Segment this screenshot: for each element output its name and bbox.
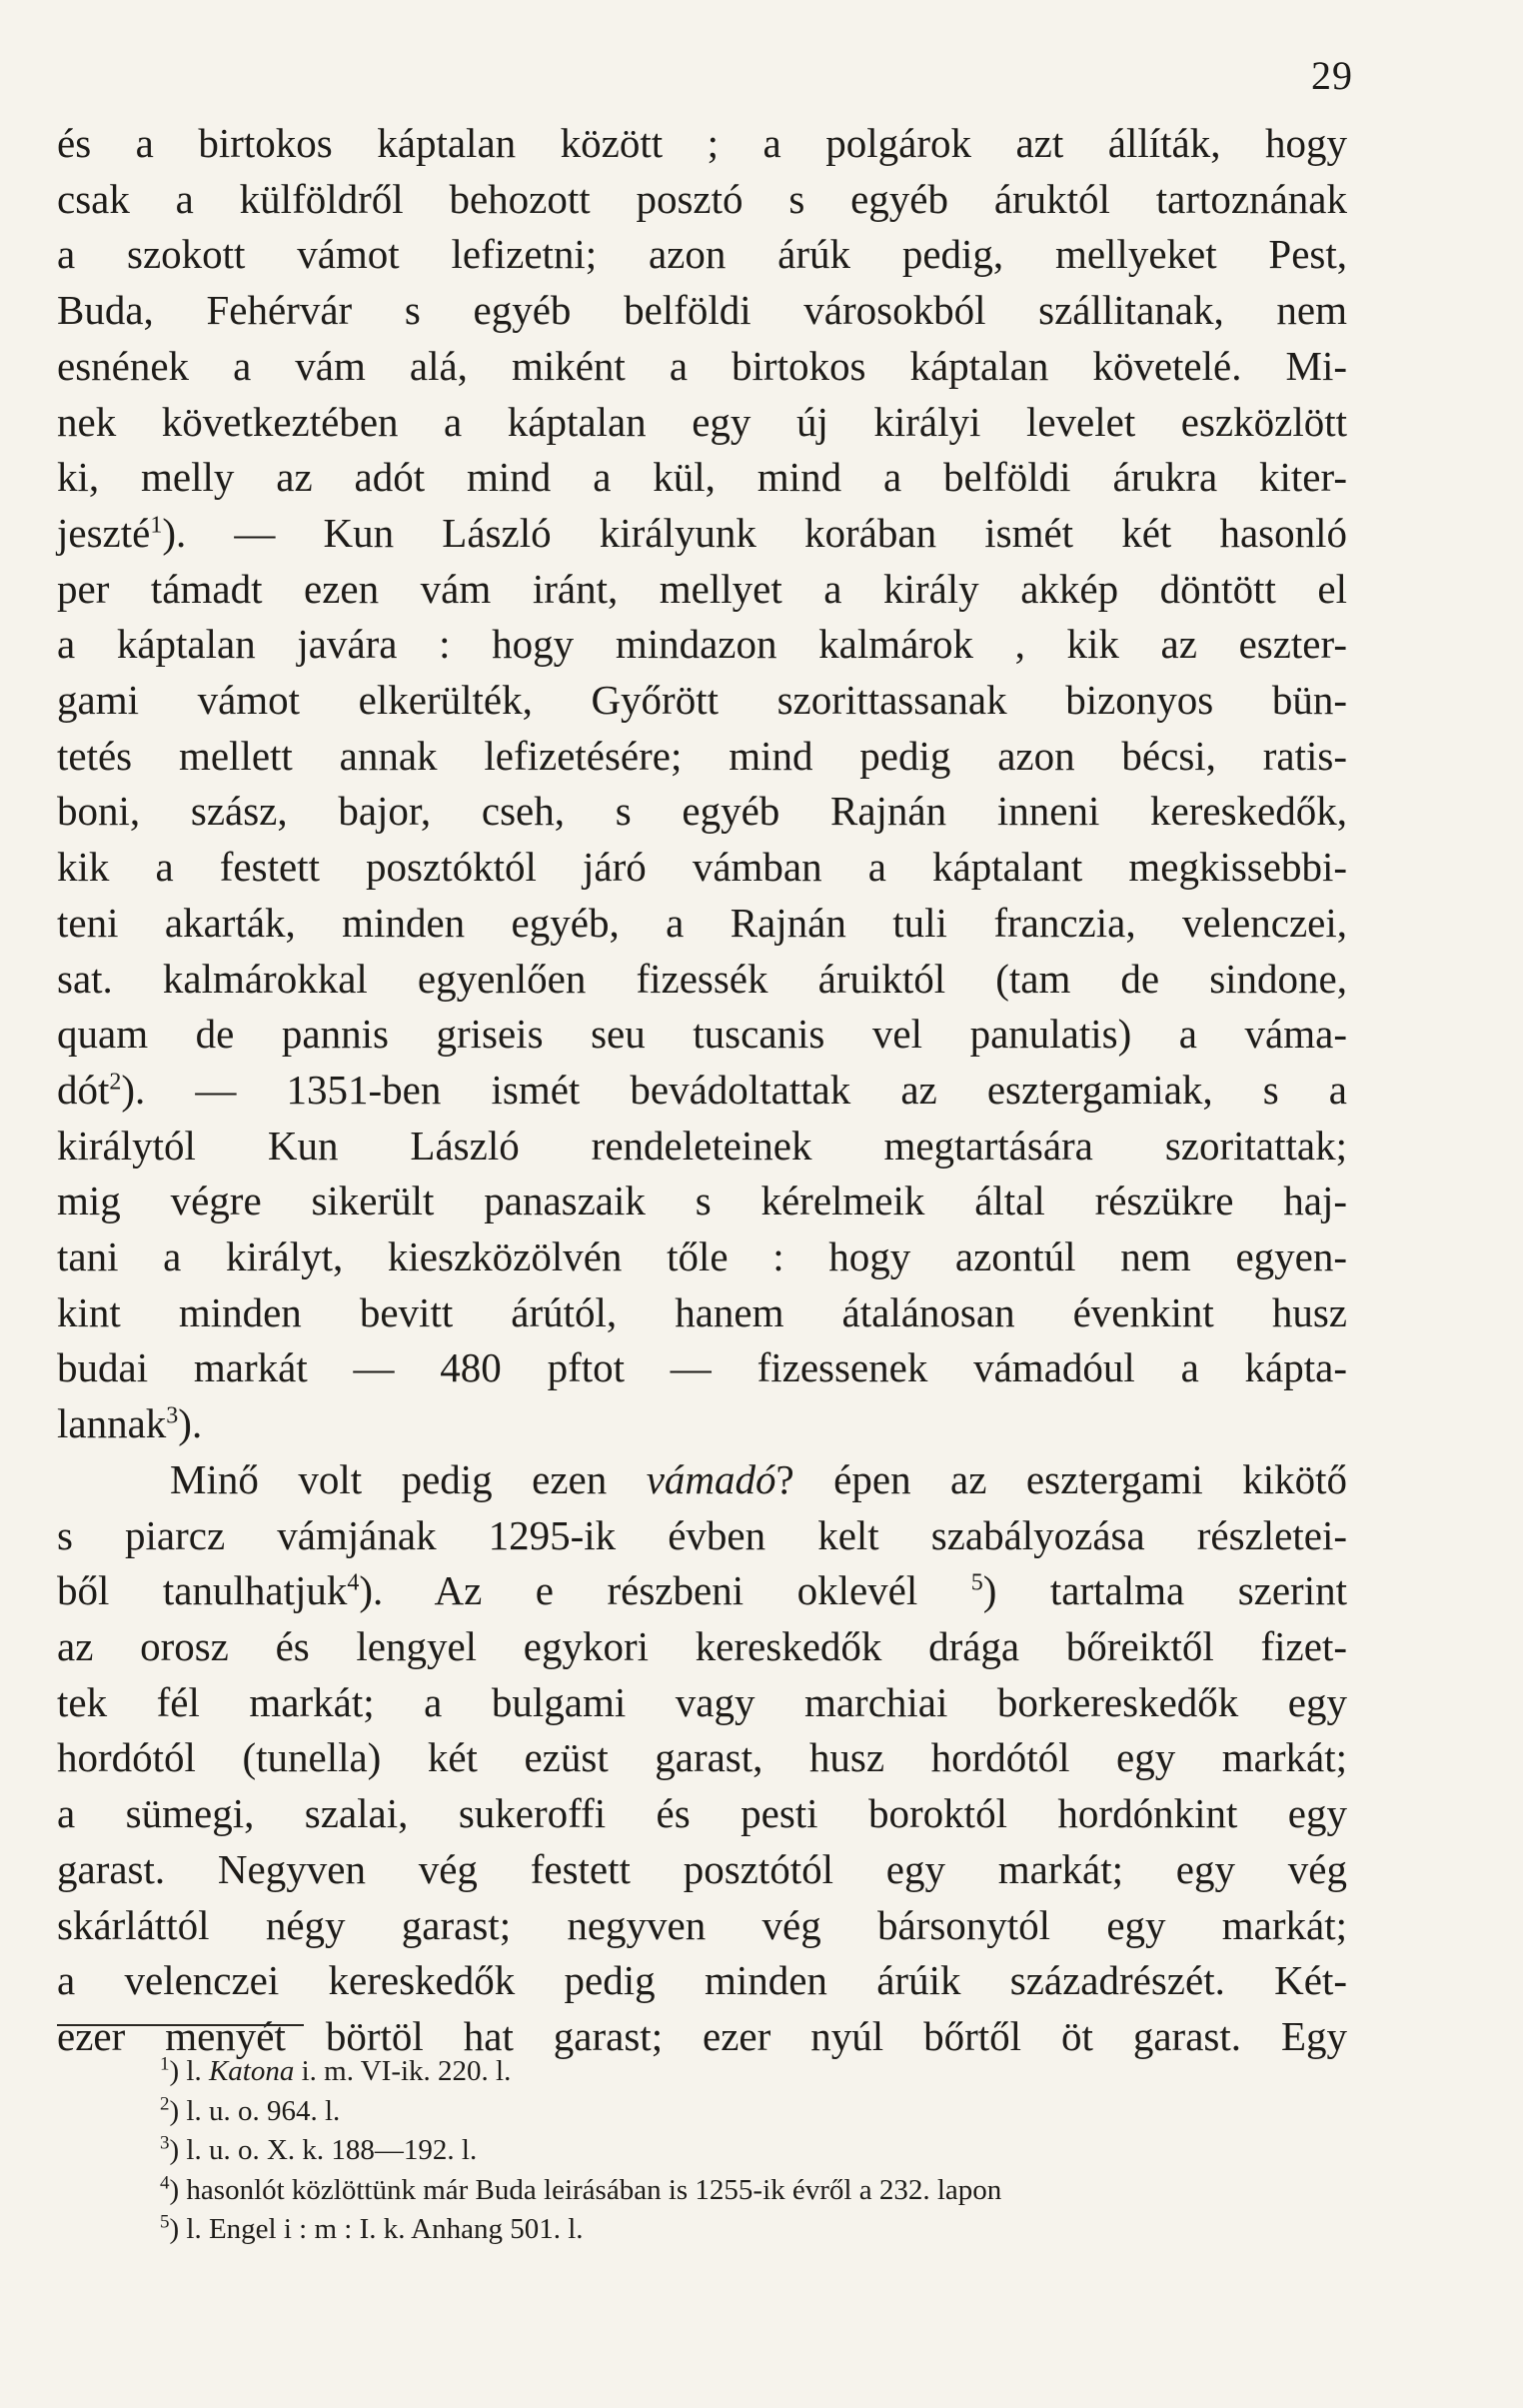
footnote: $^5$) l. Engel i : m : I. k. Anhang 501. l. xyxy=(160,2211,584,2245)
text-line: a káptalan javára : hogy mindazon kalmárok , kik az eszter- xyxy=(57,621,1347,668)
text-line: s piarcz vámjának 1295-ik évben kelt szabályozása részletei- xyxy=(57,1511,1347,1558)
text-line: csak a külföldről behozott posztó s egyéb áruktól tartoznának xyxy=(57,175,1347,222)
body-text xyxy=(57,116,1347,2065)
text-line: és a birtokos káptalan között ; a polgárok azt állíták, hogy xyxy=(57,120,1347,166)
text-line: mig végre sikerült panaszaik s kérelmeik által részükre haj- xyxy=(57,1178,1347,1224)
text-line: esnének a vám alá, miként a birtokos káptalan követelé. Mi- xyxy=(57,342,1347,389)
text-line: garast. Negyven vég festett posztótól egy markát; egy vég xyxy=(57,1845,1347,1892)
footnote-ref: 2 xyxy=(109,1069,122,1096)
footnotes xyxy=(160,2052,1339,2250)
footnote: $^3$) l. u. o. X. k. 188—192. l. xyxy=(160,2132,478,2166)
text-line: kik a festett posztóktól járó vámban a káptalant megkissebbi- xyxy=(57,844,1347,891)
footnote: $^1$) l. Katona i. m. VI-ik. 220. l. xyxy=(160,2053,512,2087)
text-line: lannak$^3$). xyxy=(57,1400,203,1447)
text-line: a sümegi, szalai, sukeroffi és pesti boroktól hordónkint egy xyxy=(57,1790,1347,1837)
text-line: jeszté$^1$). — Kun László királyunk korában ismét két hasonló xyxy=(57,509,1347,556)
footnote-ref: 5 xyxy=(970,1569,983,1596)
text-line: tek fél markát; a bulgami vagy marchiai borkereskedők egy xyxy=(57,1678,1347,1725)
text-line: sat. kalmárokkal egyenlően fizessék áruiktól (tam de sindone, xyxy=(57,955,1347,1002)
text-line: Minő volt pedig ezen vámadó? épen az esztergami kikötő xyxy=(170,1455,1348,1502)
footnote-separator xyxy=(57,2024,304,2026)
text-line: az orosz és lengyel egykori kereskedők drága bőreiktől fizet- xyxy=(57,1622,1347,1669)
text-line: tetés mellett annak lefizetésére; mind pedig azon bécsi, ratis- xyxy=(57,732,1347,779)
text-line: dót$^2$). — 1351-ben ismét bevádoltattak az esztergamiak, s a xyxy=(57,1066,1347,1113)
footnote-ref: 4 xyxy=(347,1569,360,1596)
text-line: tani a királyt, kieszközölvén tőle : hogy azontúl nem egyen- xyxy=(57,1233,1347,1280)
text-line: boni, szász, bajor, cseh, s egyéb Rajnán inneni kereskedők, xyxy=(57,788,1347,835)
text-line: hordótól (tunella) két ezüst garast, husz hordótól egy markát; xyxy=(57,1734,1347,1781)
text-line: ki, melly az adót mind a kül, mind a belföldi árukra kiter- xyxy=(57,454,1347,501)
footnote: $^2$) l. u. o. 964. l. xyxy=(160,2092,341,2127)
text-line: nek következtében a káptalan egy új királyi levelet eszközlött xyxy=(57,398,1347,445)
text-line: ezer menyét börtöl hat garast; ezer nyúl bőrtől öt garast. Egy xyxy=(57,2012,1347,2059)
text-line: Buda, Fehérvár s egyéb belföldi városokból szállitanak, nem xyxy=(57,287,1347,334)
text-line: budai markát — 480 pftot — fizessenek vámadóul a kápta- xyxy=(57,1344,1347,1391)
text-line: a szokott vámot lefizetni; azon árúk pedig, mellyeket Pest, xyxy=(57,231,1347,278)
text-line: a velenczei kereskedők pedig minden árúik századrészét. Két- xyxy=(57,1957,1347,2004)
text-line: per támadt ezen vám iránt, mellyet a király akkép döntött el xyxy=(57,565,1347,612)
text-line: skárláttól négy garast; negyven vég bársonytól egy markát; xyxy=(57,1901,1347,1948)
footnote: $^4$) hasonlót közlöttünk már Buda leirásában is 1255-ik évről a 232. lapon xyxy=(160,2171,1002,2206)
text-line: gami vámot elkerülték, Győrött szorittassanak bizonyos bün- xyxy=(57,677,1347,724)
text-line: kint minden bevitt árútól, hanem átalánosan évenkint husz xyxy=(57,1288,1347,1335)
text-line: királytól Kun László rendeleteinek megtartására szoritattak; xyxy=(57,1122,1347,1169)
text-line: ből tanulhatjuk$^4$). Az e részbeni oklevél $^5$) tartalma szerint xyxy=(57,1567,1347,1614)
footnote-ref: 3 xyxy=(166,1402,179,1429)
page-number: 29 xyxy=(1311,53,1353,98)
footnote-ref: 1 xyxy=(150,512,163,539)
text-line: teni akarták, minden egyéb, a Rajnán tuli franczia, velenczei, xyxy=(57,899,1347,946)
text-line: quam de pannis griseis seu tuscanis vel panulatis) a váma- xyxy=(57,1011,1347,1058)
italic-term: vámadó xyxy=(646,1455,776,1502)
